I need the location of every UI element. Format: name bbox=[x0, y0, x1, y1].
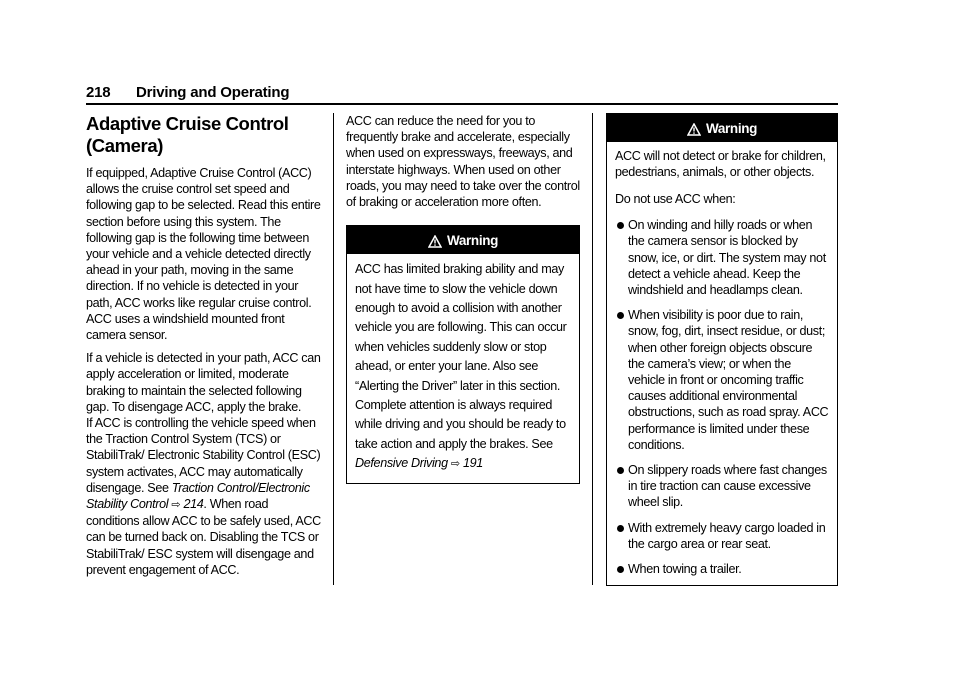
list-item bbox=[615, 307, 830, 453]
warning-label: Warning bbox=[705, 121, 758, 136]
page-reference-arrow-icon: ⇨ bbox=[171, 499, 181, 512]
warning-header bbox=[347, 226, 579, 254]
paragraph: If a vehicle is detected in your path, ACC can apply acceleration or limited, moderate braking to maintain the selected following gap. To disengage ACC, apply the brake. bbox=[86, 351, 321, 414]
bullet-dot-icon bbox=[617, 525, 624, 532]
section-title: Driving and Operating bbox=[136, 84, 290, 101]
cross-reference-page[interactable]: 191 bbox=[462, 456, 483, 471]
list-item-text: When towing a trailer. bbox=[628, 562, 742, 577]
warning-body bbox=[347, 254, 579, 482]
warning-text bbox=[355, 260, 572, 474]
paragraph-text: If ACC is controlling the vehicle speed when the Traction Control System (TCS) or StabiliTrak/ Electronic Stability Control (ESC) system activates, ACC may automatically disengage. See bbox=[86, 416, 321, 495]
warning-triangle-icon bbox=[687, 123, 701, 136]
bullet-dot-icon bbox=[617, 312, 624, 319]
list-item-text: When visibility is poor due to rain, snow, fog, dirt, insect residue, or dust; when other foreign objects obscure the camera’s view; or when the vehicle in front or oncoming traffic causes additional environmental obstructions, such as road spray. ACC performance is limited under these conditions. bbox=[628, 308, 829, 452]
warning-label: Warning bbox=[446, 233, 499, 249]
list-item bbox=[615, 217, 830, 298]
list-item bbox=[615, 561, 830, 577]
warning-text: Do not use ACC when: bbox=[615, 191, 736, 206]
page-reference-arrow-icon: ⇨ bbox=[450, 458, 460, 471]
cross-reference-link[interactable]: Defensive Driving bbox=[355, 456, 448, 471]
bullet-dot-icon bbox=[617, 467, 624, 474]
warning-box bbox=[606, 113, 838, 586]
warning-text-body: ACC has limited braking ability and may not have time to slow the vehicle down enough to avoid a collision with another vehicle you are following. This can occur when vehicles suddenly slow or stop ahead, or enter your lane. Also see “Alerting the Driver” later in this section. Complete attention is always required while driving and you should be ready to take action and apply the brakes. See bbox=[355, 262, 567, 451]
list-item-text: On winding and hilly roads or when the camera sensor is blocked by snow, ice, or dirt. The system may not detect a vehicle ahead. Keep the windshield and headlamps clean. bbox=[628, 218, 826, 298]
paragraph-text: . When road conditions allow ACC to be safely used, ACC can be turned back on. Disabling the TCS or StabiliTrak/ ESC system will disengage and prevent engagement of ACC. bbox=[86, 497, 321, 577]
warning-body bbox=[607, 142, 837, 585]
paragraph bbox=[86, 415, 324, 578]
list-item bbox=[615, 520, 830, 552]
warning-list bbox=[615, 217, 830, 577]
list-item-text: With extremely heavy cargo loaded in the cargo area or rear seat. bbox=[628, 520, 826, 551]
cross-reference-link[interactable]: Traction Control/Electronic Stability Control bbox=[86, 480, 310, 512]
column-1 bbox=[86, 113, 324, 585]
bullet-dot-icon bbox=[617, 222, 624, 229]
list-item bbox=[615, 462, 830, 511]
cross-reference-page[interactable]: 214 bbox=[183, 497, 204, 512]
list-item-text: On slippery roads where fast changes in tire traction can cause excessive wheel slip. bbox=[628, 463, 827, 510]
column-divider bbox=[592, 113, 593, 585]
paragraph: If equipped, Adaptive Cruise Control (ACC) allows the cruise control set speed and following gap to be selected. Read this entire section before using this system. The following gap is the following time between your vehicle and a vehicle detected directly ahead in your path, moving in the same direction. If no vehicle is detected in your path, ACC works like regular cruise control. ACC uses a windshield mounted front camera sensor. bbox=[86, 166, 321, 343]
warning-header bbox=[607, 114, 837, 142]
warning-text: ACC will not detect or brake for children, pedestrians, animals, or other objects. bbox=[615, 149, 826, 180]
column-divider bbox=[333, 113, 334, 585]
page-header bbox=[86, 83, 838, 105]
column-2 bbox=[346, 113, 580, 484]
warning-box bbox=[346, 225, 580, 483]
page-number: 218 bbox=[86, 84, 111, 101]
warning-triangle-icon bbox=[428, 235, 442, 248]
page-title: Adaptive Cruise Control (Camera) bbox=[86, 113, 289, 156]
paragraph: ACC can reduce the need for you to frequently brake and accelerate, especially when used on expressways, freeways, and interstate highways. When used on other roads, you may need to take over the control of braking or acceleration more often. bbox=[346, 114, 580, 210]
column-3 bbox=[606, 113, 838, 586]
bullet-dot-icon bbox=[617, 566, 624, 573]
